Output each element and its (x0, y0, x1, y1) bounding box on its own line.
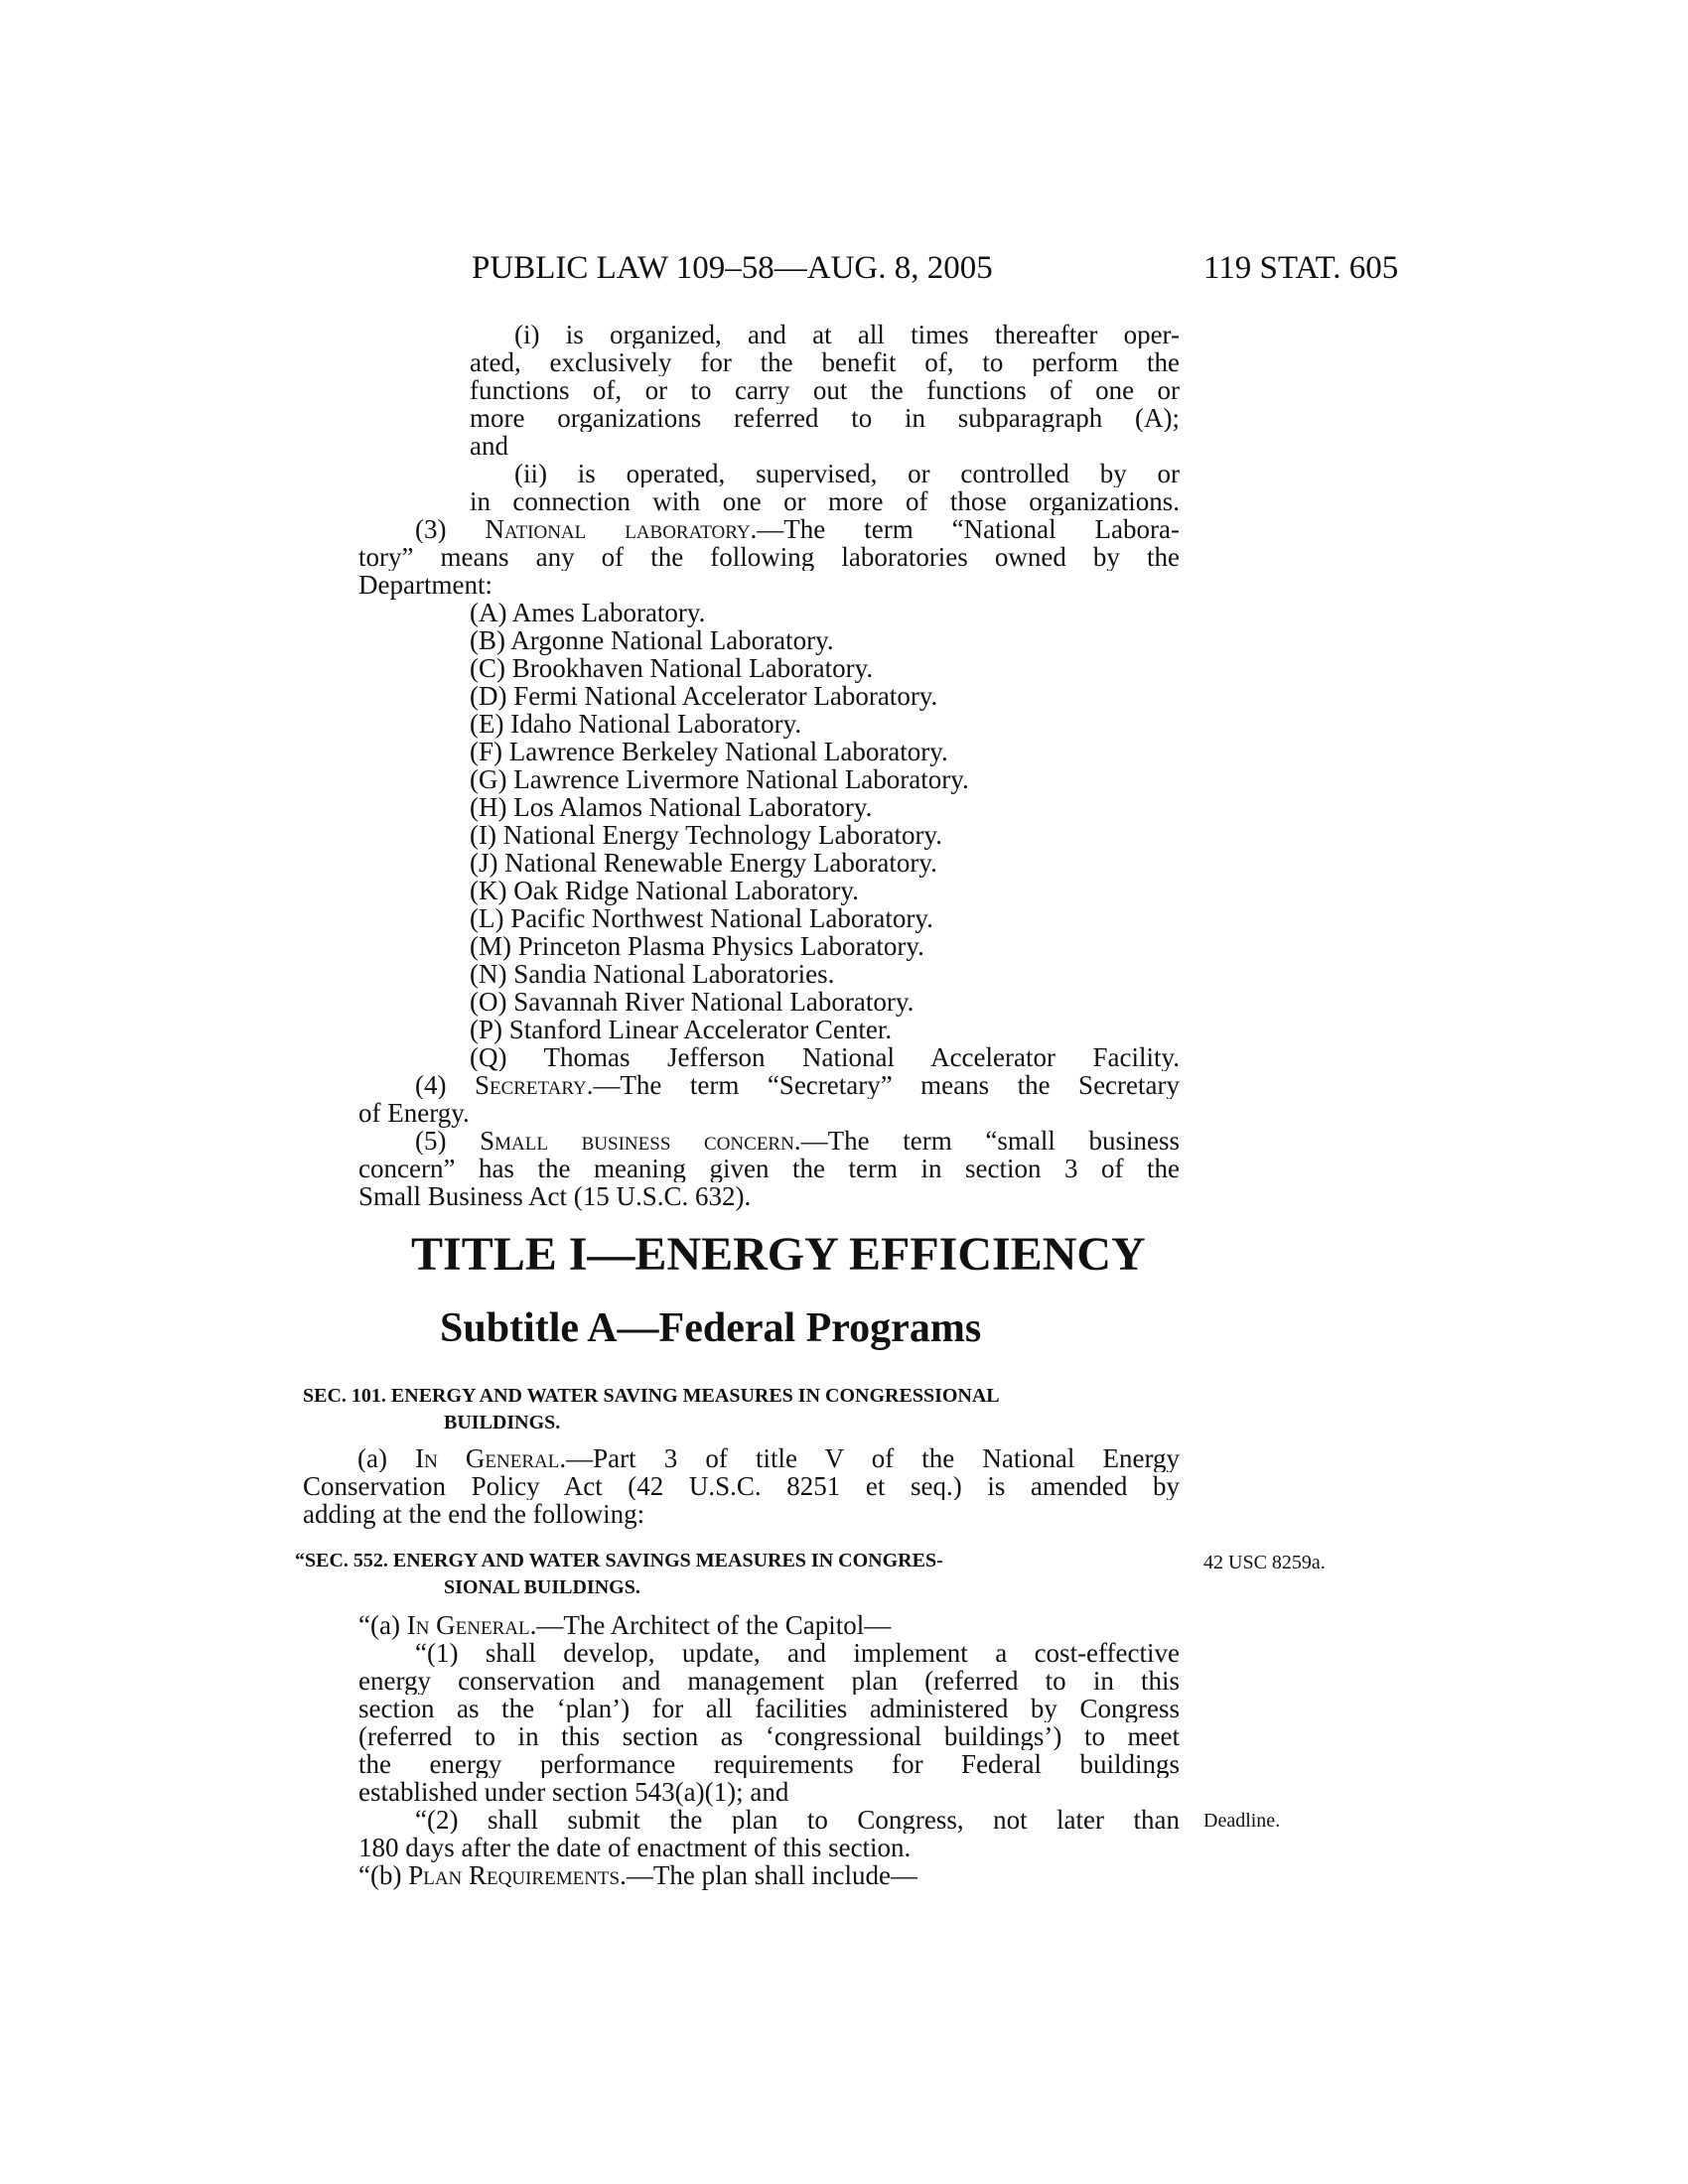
laboratory-list-item: (B) Argonne National Laboratory. (470, 625, 834, 655)
clause-i-line: (i) is organized, and at all times thereafter oper- (514, 321, 1180, 348)
laboratory-list-item: (L) Pacific Northwest National Laboratory. (470, 903, 933, 933)
laboratory-list-item: (N) Sandia National Laboratories. (470, 959, 835, 989)
section-552-b-line (358, 1861, 917, 1889)
section-552-heading: “SEC. 552. ENERGY AND WATER SAVINGS MEASURES IN CONGRES- (295, 1550, 943, 1571)
definition-3-line (415, 515, 1180, 543)
laboratory-list-item: (O) Savannah River National Laboratory. (470, 987, 914, 1017)
definition-4-number: (4) (415, 1071, 447, 1099)
section-101-a-line (357, 1444, 1180, 1472)
definition-4-term: Secretary (474, 1071, 587, 1099)
laboratory-list-item: (E) Idaho National Laboratory. (470, 709, 802, 739)
subtitle-heading: Subtitle A—Federal Programs (440, 1305, 982, 1351)
clause-i-line: ated, exclusively for the benefit of, to perform the (470, 348, 1180, 376)
section-101-a-text: .—Part 3 of title V of the National Energy (559, 1444, 1180, 1472)
definition-5-line: Small Business Act (15 U.S.C. 632). (358, 1181, 752, 1211)
definition-3-number: (3) (415, 515, 447, 543)
laboratory-list-item: (J) National Renewable Energy Laboratory. (470, 848, 937, 878)
paragraph-2-line: 180 days after the date of enactment of this section. (358, 1833, 912, 1862)
section-101-heading: BUILDINGS. (444, 1412, 561, 1433)
clause-ii-line: (ii) is operated, supervised, or controlled by or (514, 460, 1180, 487)
definition-5-line (415, 1127, 1180, 1155)
paragraph-1-line: section as the ‘plan’) for all facilities administered by Congress (358, 1695, 1180, 1722)
laboratory-list-item: (H) Los Alamos National Laboratory. (470, 792, 873, 822)
section-552-a-term: In General (406, 1610, 530, 1640)
laboratory-list-item: (A) Ames Laboratory. (470, 598, 706, 627)
section-101-a-line: adding at the end the following: (303, 1499, 645, 1529)
section-552-a-line (358, 1611, 891, 1639)
laboratory-list-item: (G) Lawrence Livermore National Laboratory. (470, 764, 969, 794)
laboratory-list-item: (I) National Energy Technology Laboratory. (470, 820, 942, 850)
section-552-b-number: “(b) (358, 1860, 402, 1890)
paragraph-1-line: (referred to in this section as ‘congressional buildings’) to meet (358, 1722, 1180, 1750)
section-552-b-term: Plan Requirements (408, 1860, 621, 1890)
definition-4-line (415, 1071, 1180, 1099)
definition-4-line: of Energy. (358, 1098, 470, 1128)
paragraph-1-line: established under section 543(a)(1); and (358, 1777, 789, 1807)
title-heading: TITLE I—ENERGY EFFICIENCY (411, 1228, 1146, 1281)
laboratory-list-item: (D) Fermi National Accelerator Laboratory. (470, 681, 938, 711)
section-101-a-line: Conservation Policy Act (42 U.S.C. 8251 et seq.) is amended by (303, 1472, 1180, 1500)
margin-note-usc-citation: 42 USC 8259a. (1203, 1552, 1326, 1573)
definition-3-line: Department: (358, 570, 492, 600)
paragraph-1-line: “(1) shall develop, update, and implement a cost-effective (415, 1639, 1180, 1667)
clause-ii-line: in connection with one or more of those organizations. (470, 487, 1180, 515)
clause-i-line: and (470, 431, 508, 461)
definition-5-number: (5) (415, 1127, 447, 1155)
running-header-law: PUBLIC LAW 109–58—AUG. 8, 2005 (472, 250, 993, 286)
definition-5-text: .—The term “small business (793, 1127, 1180, 1155)
definition-3-line: tory” means any of the following laboratories owned by the (358, 543, 1180, 571)
definition-3-term: National laboratory (485, 515, 751, 543)
laboratory-list-item: (C) Brookhaven National Laboratory. (470, 653, 874, 683)
clause-i-line: functions of, or to carry out the functions of one or (470, 376, 1180, 404)
margin-note-deadline: Deadline. (1203, 1810, 1281, 1832)
definition-5-term: Small business concern (480, 1127, 794, 1155)
definition-5-line: concern” has the meaning given the term in section 3 of the (358, 1155, 1180, 1182)
paragraph-1-line: the energy performance requirements for Federal buildings (358, 1750, 1180, 1778)
laboratory-list-item: (Q) Thomas Jefferson National Accelerator Facility. (470, 1043, 1180, 1071)
running-header-stat-page: 119 STAT. 605 (1203, 250, 1399, 286)
paragraph-2-line: “(2) shall submit the plan to Congress, not later than (415, 1806, 1180, 1834)
definition-4-text: .—The term “Secretary” means the Secretary (586, 1071, 1180, 1099)
section-101-a-term: In General (415, 1444, 560, 1472)
section-101-a-number: (a) (357, 1444, 387, 1472)
section-101-heading: SEC. 101. ENERGY AND WATER SAVING MEASURES IN CONGRESSIONAL (303, 1385, 1000, 1407)
laboratory-list-item: (F) Lawrence Berkeley National Laboratory. (470, 737, 948, 766)
section-552-a-text: .—The Architect of the Capitol— (529, 1610, 892, 1640)
definition-3-text: .—The term “National Labora- (750, 515, 1180, 543)
clause-i-line: more organizations referred to in subparagraph (A); (470, 404, 1180, 432)
laboratory-list-item: (M) Princeton Plasma Physics Laboratory. (470, 931, 924, 961)
paragraph-1-line: energy conservation and management plan (referred to in this (358, 1667, 1180, 1695)
section-552-a-number: “(a) (358, 1610, 400, 1640)
section-552-b-text: .—The plan shall include— (620, 1860, 918, 1890)
laboratory-list-item: (K) Oak Ridge National Laboratory. (470, 876, 859, 905)
section-552-heading: SIONAL BUILDINGS. (444, 1576, 640, 1598)
laboratory-list-item: (P) Stanford Linear Accelerator Center. (470, 1015, 893, 1044)
